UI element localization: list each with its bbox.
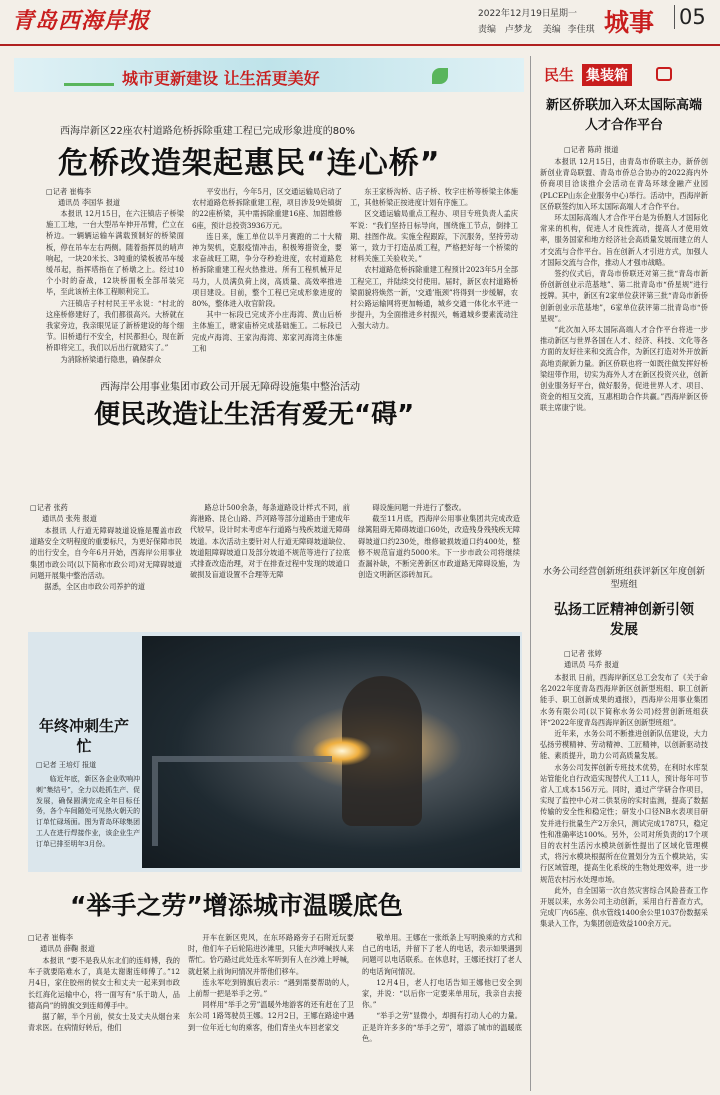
masthead-rule bbox=[0, 44, 720, 46]
article-4-column-2: 开车在新区兜风，在东环路路旁子石附近玩要时，他们车子后轮陷进沙滩里，只能大声呼喊找人来帮忙。恰巧路过此处连永军听到有人在沙滩上呼喊，就赶紧上前询问情况并帮他们移车。 连永军吃到锦旗后表示：“遇到需要帮助的人，上前帮一把是举手之劳。” 同样用“举手之劳”温暖外地游客的还有赶在了卫东公司 1路驾驶员王娜。12月2日，王娜在路途中遇到一位年近七旬的乘客，他们背坐火车回老家交 bbox=[188, 933, 354, 1032]
banner-leaf-icon bbox=[432, 68, 448, 84]
correspondent: 通讯员 薛鞠 报道 bbox=[40, 944, 95, 954]
sidebar-2-byline bbox=[564, 648, 619, 670]
sidebar-2-headline: 弘扬工匠精神创新引领发展 bbox=[554, 602, 694, 638]
masthead bbox=[0, 0, 720, 44]
sidebar-1-byline: □记者 陈莳 报道 bbox=[564, 145, 619, 154]
box-icon bbox=[656, 67, 672, 81]
article-2-column-2: 路总计500余条，每条道路设计样式不同，前海港路、昆仑山路、芦河路等部分道路由于建成年代较早，设计时未考虑车行道路与残疾坡道无障碍坡道。本次活动主要针对人行道无障碍坡道缺位、坡道阻障碍坡道口及部分坡道不规范等进行了拉底式排查改造治理，对于在排查过程中发现的坡道口破损及盲道设置不合理等无障 bbox=[190, 503, 350, 580]
sidebar-2-kicker: 水务公司经营创新班组获评新区年度创新型班组 bbox=[542, 567, 705, 590]
photo-feature-headline: 年终冲刺生产忙 bbox=[38, 717, 129, 755]
reporter: □记者 崔梅李 bbox=[46, 187, 92, 196]
correspondent: 通讯员 李国华 报道 bbox=[58, 198, 121, 208]
article-4-headline: “举手之劳”增添城市温暖底色 bbox=[70, 891, 403, 920]
article-1-column-1: 本报讯 12月15日，在六汪镇店子桥梁施工工地，一台大型吊车伸开吊臂，伫立在桥边。一辆辆运输车满载预制好的桥梁面板，停在吊车左右两侧。随着指挥员的哨声响起，一块20米长、3吨重的梁板被吊车缓缓吊起，指挥塔指在了桥墩之上。经过10个小时的奋战，12块桥面板全部吊装完毕，至此该桥主体工程顺利完工。 六汪镇店子村村民王平永说：“村北的这座桥修建好了，我们都很高兴。大桥就在我家旁边，我亲眼见证了新桥建设的每个细节。旧桥通行不安全，村民都担心，现在新桥即将完工，我们以后出行就踏实了。” 为消除桥梁通行隐患，确保群众 bbox=[46, 209, 184, 364]
correspondent: 通讯员 马乔 报道 bbox=[564, 660, 619, 670]
article-1-kicker: 西海岸新区22座农村道路危桥拆除重建工程已完成形象进度的80% bbox=[60, 126, 355, 137]
sidebar-1-headline: 新区侨联加入环太国际高端人才合作平台 bbox=[545, 98, 702, 133]
photo-steel-frame bbox=[152, 756, 332, 846]
sidebar-2-body: 本报讯 日前，西海岸新区总工会发布了《关于命名2022年度青岛西海岸新区创新型班组、职工创新能手、职工创新成果的通报》，西海岸公用事业集团水务有限公司(以下简称水务公司)经营创新班组获评“2022年度青岛西海岸新区创新型班组”。 近年来，水务公司不断推进创新队伍建设，大力弘扬劳模精神、劳动精神、工匠精神，以创新驱动技能、素质提升，助力公司高质量发展。 水务公司发挥创新专班技术优势，在利时水库泵站管能化自行改造实现替代人工11人，预计每年可节省人工成本156万元。同时，通过产学研合作项目，实现了监控中心对二供泵房的实时监测，提高了数据传输的安全性和稳定性；研发小口径NB水表项目研发并进行批量生产2万余只，测试完成1787只，稳定性和准确率达100%。另外，公司对所负责的17个项目的农村生活污水模块创新性提出了区域化管理模式，将污水模块根据所在位置划分为五个模块站，实行区域管理，提高生化系统的生物处理效率，进一步规范农村污水处理市场。 此外，自全国第一次自然灾害综合风险普查工作开展以来，水务公司主动创新，采用自行普查方式，完成厂内65座、供水管线1400余公里1037份数据采集录入工作，为集团创造效益100余万元。 bbox=[540, 673, 708, 929]
photo-feature-box bbox=[28, 632, 522, 872]
designer-name: 李佳琪 bbox=[567, 25, 595, 35]
article-1-column-3: 东王家桥沟桥、店子桥、牧字庄桥等桥梁主体施工，其他桥梁正按进度计划有序施工。 区交通运输局重点工程办、项目专班负责人孟庆军说：“我们坚持日标导向，围绕施工节点，倒排工期、挂图作战。实施全程跟踪，下沉服务，坚持劳动第一，致力于打造品质工程，严格把好每一个桥梁的材料关施工关验收关。” 农村道路危桥拆除重建工程预计2023年5月全部工程完工，并陆续交付使用。届时，新区农村道路桥梁面貌将焕然一新，‘交通’瓶颈”将得到一步缓解，农村公路运输网将更加畅通，城乡交通一体化水平进一步提升，为全面推进乡村振兴，畅通城乡要素流动注入强大动力。 bbox=[350, 187, 518, 331]
sidebar-tag-label: 民生 bbox=[544, 66, 575, 84]
article-4-byline bbox=[28, 932, 178, 954]
banner bbox=[14, 58, 524, 92]
article-2-byline bbox=[30, 502, 180, 524]
sidebar-1-body: 本报讯 12月15日，由青岛市侨联主办，新侨创新创业青岛联盟、青岛市侨总合协办的2022海内外侨商项目洽谈推介会活动在青岛环球金融产业园(PLCEP山东企业服务中心)举行。活动中，西海岸新区侨联签约加入环太国际高端人才合作平台。 环太国际高端人才合作平台是为侨胞人才国际化常来的机构，促进人才良性流动，提高人才使用效率，服务国家和地方经济社会高质量发展而建立的人才交流与合作平台。旨在创新人才引进方式，加强人才国际交流与合作，推动人才强市战略。 签约仪式后，青岛市侨联还对第三批“青岛市新侨创新创业示范基地”、第二批青岛市“侨星规”进行授牌。其中，新区有2家单位获评第三批“青岛市新侨创新创业示范基地”，6家单位获评第二批青岛市“侨星规”。 “此次加入环太国际高端人才合作平台将进一步推动新区与世界各国在人才、经济、科技、文化等各方面的友好往来和交流合作，为新区打造对外开放新高地贡献新力量。新区侨联也将一如既往做发挥好桥梁纽带作用，切实为海外人才在新区投资兴业，创新创业服务好平台，做好服务，促进世界人才、项目、资金的相互交流，互惠相助合作共赢。”西海岸新区侨联主席康宁说。 bbox=[540, 157, 708, 413]
newspaper-logo: 青岛西海岸报 bbox=[12, 8, 151, 34]
photo-feature-caption: 临近年底，新区各企业吹响冲刺“集结号”，全力以赴抓生产、促发展，确保圆满完成全年目标任务，各个车间随处可见热火朝天的订单忙碌场面。图为青岛环球集团工人在进行焊接作业，该企业生产订单已排至明年3月份。 bbox=[36, 775, 140, 848]
sidebar-tag-box: 集装箱 bbox=[582, 64, 632, 86]
article-1-headline: 危桥改造架起惠民“连心桥” bbox=[58, 146, 441, 181]
article-4-column-1: 本报讯 “要不是我从东北们的连师傅，我的车子就要陷难水了，真是太谢谢连师傅了。”12月4日，家住胶州的侯女士和丈夫一起来到市政长红海化运输中心，将一面写有“乐于助人，品德高尚”的锦旗交到连师傅手中。 据了解，半个月前，侯女士及丈夫从烟台来青求医。在病情好转后，他们 bbox=[28, 956, 180, 1033]
section-name: 城事 bbox=[604, 8, 655, 37]
weekday: 星期一 bbox=[550, 9, 578, 19]
article-2-kicker: 西海岸公用事业集团市政公司开展无障碍设施集中整治活动 bbox=[100, 382, 360, 393]
article-2-column-1: 本报讯 人行道无障碍坡道设施是覆盖市政道路安全文明程度的重要标尺，为更好保障市民的出行安全，自今年6月开始，西海岸公用事业集团市政公司(以下简称市政公司)对无障碍坡道问题开展集中整治活动。 据悉，全区由市政公司养护的道 bbox=[30, 526, 182, 592]
reporter: □记者 张药 bbox=[30, 503, 68, 512]
banner-city-icon bbox=[64, 66, 114, 86]
designer-label: 美编 bbox=[542, 25, 561, 35]
reporter: □记者 崔梅李 bbox=[28, 933, 74, 942]
correspondent: 通讯员 张苑 报道 bbox=[42, 514, 97, 524]
article-1-byline bbox=[46, 186, 186, 208]
article-2-headline: 便民改造让生活有爱无“碍” bbox=[94, 400, 415, 430]
article-1-column-2: 平安出行，今年5月，区交通运输局启动了农村道路危桥拆除重建工程，项目涉及9处镇街的22座桥梁，其中需拆除重建16座、加固维修6座，预计总投资3936万元。 连日来，施工单位以半月赛跑的二十大精神为契机，克服疫情冲击，积极筹措资金，要求奋战旺工期，争分夺秒抢进度，农村道路危桥拆除重建工程火热推进。所有工程机械开足马力，人员满负荷上岗，高质量、高效率推进项目建设。目前，整个工程已完成形象进度的80%，整体进入收官阶段。 其中一标段已完成齐小庄海湾、黄山后桥主体施工，塘家庙桥完成基础施工。二标段已完成卢海湾、王家沟海湾、郑家河海湾主体施工和 bbox=[192, 187, 342, 353]
photo-feature-byline: □记者 王培灯 报道 bbox=[36, 761, 97, 769]
article-2-column-3: 碍设施问题一并进行了整改。 截至11月底，西海岸公用事业集团共完成改造绿篱阻碍无障碍坡道口60处，改造残身残残疾无障碍坡道口约230处，维修破损坡道口约400处，整修不规范盲道约5000米。下一步市政公司将继续查漏补缺，不断完善新区市政道路无障碍设施，为创造文明新区添砖加瓦。 bbox=[358, 503, 520, 580]
factory-welding-photo bbox=[142, 636, 520, 868]
sidebar-tag bbox=[544, 64, 674, 88]
issue-date: 2022年12月19日 bbox=[478, 9, 551, 19]
column-divider bbox=[530, 56, 531, 1091]
page-number: 05 bbox=[674, 5, 706, 29]
reporter: □记者 张婷 bbox=[564, 649, 602, 658]
editor-label: 责编 bbox=[478, 25, 497, 35]
editor-name: 卢梦龙 bbox=[504, 25, 532, 35]
banner-text: 城市更新建设 让生活更美好 bbox=[122, 69, 320, 88]
article-4-column-3: 敬单用。王娜在一张纸条上写明换乘的方式和自己的电话，并留下了老人的电话，表示如果遇到问题可以电话联系。在休息时，王娜还找打了老人的电话询问情况。 12月4日，老人打电话告知王娜他已安全到家，并说：“以后你一定要来单用玩，我亲自去接你。” “举手之劳”显微小，却拥有打动人心的力量。正是许许多多的“举手之劳”，增添了城市的温暖底色。 bbox=[362, 933, 522, 1043]
